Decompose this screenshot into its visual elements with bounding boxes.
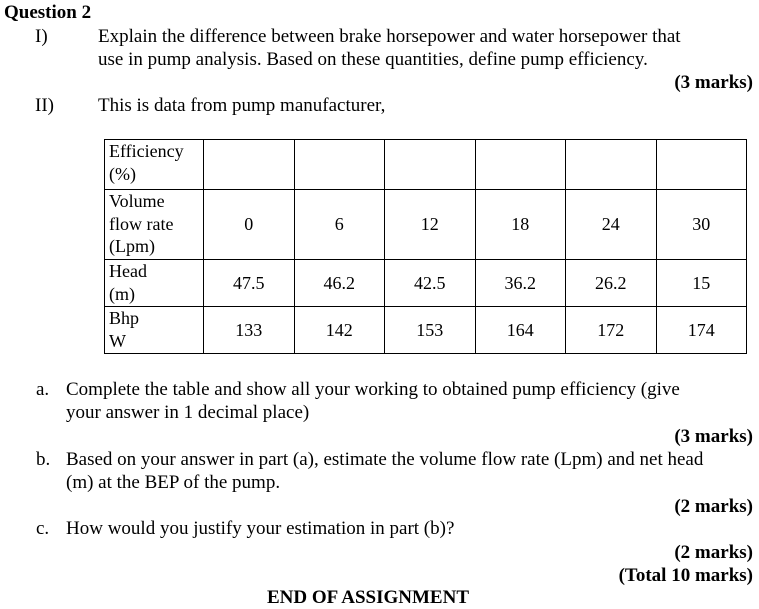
label-line: Head	[109, 261, 147, 281]
table-cell: 153	[385, 307, 476, 354]
label-line: (Lpm)	[109, 236, 155, 256]
table-cell: 0	[204, 190, 295, 260]
sub-b-letter: b.	[36, 449, 51, 470]
table-cell: 174	[656, 307, 747, 354]
sub-b-marks: (2 marks)	[674, 496, 753, 517]
sub-a-marks: (3 marks)	[674, 426, 753, 447]
end-of-assignment: END OF ASSIGNMENT	[267, 587, 469, 608]
sub-b-line-1: Based on your answer in part (a), estimate the volume flow rate (Lpm) and net head	[66, 449, 704, 470]
sub-c-marks: (2 marks)	[674, 542, 753, 563]
part-1-marks: (3 marks)	[674, 72, 753, 93]
table-cell: 18	[475, 190, 566, 260]
table-cell	[656, 140, 747, 190]
label-line: (m)	[109, 283, 135, 304]
table-cell: 30	[656, 190, 747, 260]
table-cell	[385, 140, 476, 190]
label-line: flow rate	[109, 213, 174, 234]
table-row-head	[105, 260, 747, 307]
table-cell: 142	[294, 307, 385, 354]
table-row-bhp	[105, 307, 747, 354]
table-cell: 15	[656, 260, 747, 307]
part-2-intro: This is data from pump manufacturer,	[98, 95, 386, 116]
table-cell	[204, 140, 295, 190]
question-title: Question 2	[4, 2, 92, 23]
part-1-numeral: I)	[35, 26, 48, 47]
label-line: W	[109, 330, 126, 351]
sub-a-line-1: Complete the table and show all your working to obtained pump efficiency (give	[66, 379, 680, 400]
table-cell: 133	[204, 307, 295, 354]
part-1-line-2: use in pump analysis. Based on these quantities, define pump efficiency.	[98, 49, 648, 70]
label-line: Efficiency	[109, 141, 184, 161]
total-marks: (Total 10 marks)	[618, 565, 753, 586]
sub-a-line-2: your answer in 1 decimal place)	[66, 402, 310, 423]
sub-b-line-2: (m) at the BEP of the pump.	[66, 472, 281, 493]
table-cell: 42.5	[385, 260, 476, 307]
table-cell	[566, 140, 657, 190]
sub-c-line-1: How would you justify your estimation in part (b)?	[66, 518, 455, 539]
table-cell: 6	[294, 190, 385, 260]
table-cell: 47.5	[204, 260, 295, 307]
row-label-flow-rate	[105, 190, 204, 260]
row-label-head	[105, 260, 204, 307]
row-label-efficiency	[105, 140, 204, 190]
part-2-numeral: II)	[35, 95, 54, 116]
row-label-bhp	[105, 307, 204, 354]
table-row-flow-rate	[105, 190, 747, 260]
table-cell: 26.2	[566, 260, 657, 307]
table-cell	[294, 140, 385, 190]
sub-a-letter: a.	[36, 379, 50, 400]
table-cell: 46.2	[294, 260, 385, 307]
table-cell: 24	[566, 190, 657, 260]
table-row-efficiency	[105, 140, 747, 190]
label-line: (%)	[109, 163, 136, 184]
table-cell: 12	[385, 190, 476, 260]
table-cell	[475, 140, 566, 190]
table-cell: 36.2	[475, 260, 566, 307]
table-cell: 172	[566, 307, 657, 354]
table-cell: 164	[475, 307, 566, 354]
part-1-line-1: Explain the difference between brake horsepower and water horsepower that	[98, 26, 681, 47]
label-line: Volume	[109, 191, 165, 211]
sub-c-letter: c.	[36, 518, 50, 539]
pump-data-table	[104, 139, 747, 354]
label-line: Bhp	[109, 308, 140, 328]
